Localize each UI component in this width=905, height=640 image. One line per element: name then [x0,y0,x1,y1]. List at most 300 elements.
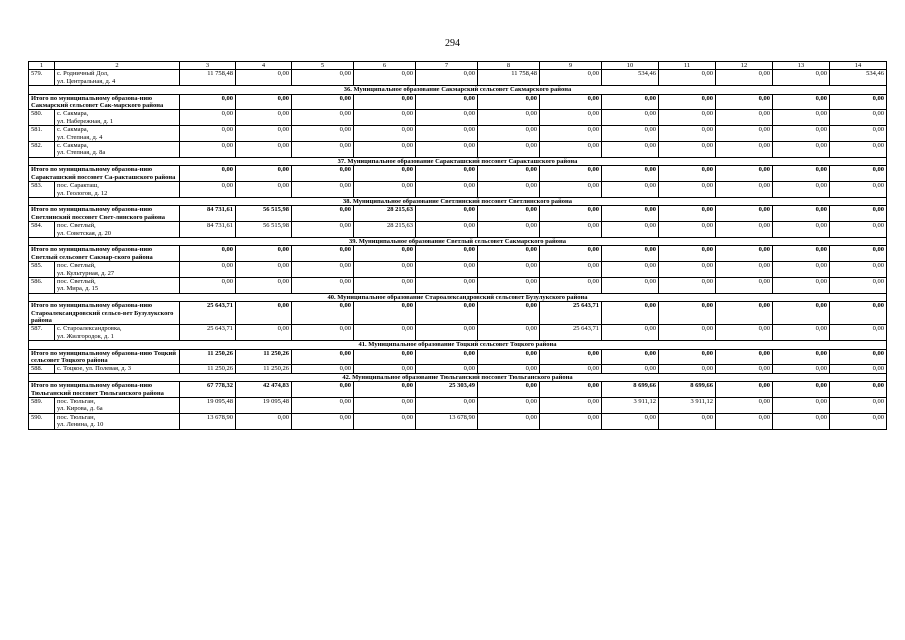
address-cell [55,222,180,238]
cell-value: 0,00 [830,325,887,341]
table-row [29,398,887,414]
cell-value: 0,00 [716,70,773,86]
total-value: 8 699,66 [602,382,659,398]
total-label: Итого по муниципальному образова-нию Тюльганский поссовет Тюльганского района [29,382,180,398]
row-number: 582. [29,142,55,158]
cell-value: 0,00 [540,398,602,414]
cell-value: 0,00 [292,70,354,86]
total-value: 0,00 [773,166,830,182]
total-value: 84 731,61 [180,206,236,222]
section-header-row [29,86,887,94]
address-line: пос. Саракташ, [57,182,99,190]
cell-value: 0,00 [354,365,416,373]
cell-value: 0,00 [478,222,540,238]
cell-value: 0,00 [716,142,773,158]
cell-value: 0,00 [292,126,354,142]
cell-value: 3 911,12 [659,398,716,414]
cell-value: 0,00 [416,398,478,414]
total-row [29,166,887,182]
total-value: 0,00 [830,166,887,182]
table-row [29,277,887,293]
cell-value: 0,00 [354,325,416,341]
cell-value: 0,00 [716,262,773,278]
address-line: пос. Светлый, [57,222,96,230]
cell-value: 0,00 [830,413,887,429]
cell-value: 0,00 [830,365,887,373]
cell-value: 0,00 [354,110,416,126]
cell-value: 0,00 [773,277,830,293]
total-value: 0,00 [773,382,830,398]
cell-value: 0,00 [354,398,416,414]
cell-value: 0,00 [180,182,236,198]
column-header: 14 [830,62,887,70]
cell-value: 0,00 [716,126,773,142]
total-value: 28 215,63 [354,206,416,222]
address-line: с. Сакмара, [57,142,89,150]
cell-value: 0,00 [602,110,659,126]
address-line: ул. Набережная, д. 1 [57,117,114,125]
cell-value: 0,00 [292,398,354,414]
total-value: 0,00 [292,349,354,365]
address-line: ул. Мира, д. 15 [57,285,99,293]
section-title: 42. Муниципальное образование Тюльганский поссовет Тюльганского района [29,373,887,381]
section-header-row [29,237,887,245]
row-number: 580. [29,110,55,126]
cell-value: 0,00 [292,110,354,126]
total-value: 0,00 [292,302,354,325]
total-value: 0,00 [292,246,354,262]
address-line: ул. Центральная, д. 4 [57,77,116,85]
total-value: 0,00 [354,349,416,365]
cell-value: 0,00 [830,126,887,142]
table-row [29,325,887,341]
cell-value: 0,00 [416,222,478,238]
total-value: 0,00 [716,206,773,222]
section-header-row [29,293,887,301]
total-value: 0,00 [540,206,602,222]
cell-value: 0,00 [478,142,540,158]
address-line: ул. Культурная, д. 27 [57,269,115,277]
cell-value: 0,00 [716,110,773,126]
section-title: 39. Муниципальное образование Светлый сельсовет Сакмарского района [29,237,887,245]
cell-value: 0,00 [659,126,716,142]
address-cell [55,325,180,341]
total-value: 0,00 [830,206,887,222]
total-value: 0,00 [716,166,773,182]
address-cell [55,413,180,429]
total-value: 0,00 [236,94,292,110]
address-line: ул. Ленина, д. 10 [57,421,104,429]
cell-value: 0,00 [540,142,602,158]
row-number: 589. [29,398,55,414]
address-line: с. Сакмара, [57,126,89,134]
cell-value: 0,00 [416,277,478,293]
total-value: 0,00 [416,206,478,222]
row-number: 585. [29,262,55,278]
address-line: ул. Степная, д. 4 [57,133,103,141]
total-value: 67 778,32 [180,382,236,398]
cell-value: 25 643,71 [180,325,236,341]
cell-value: 0,00 [416,70,478,86]
section-title: 40. Муниципальное образование Староалександровский сельсовет Бузулукского района [29,293,887,301]
cell-value: 0,00 [602,325,659,341]
cell-value: 0,00 [180,142,236,158]
cell-value: 0,00 [478,413,540,429]
cell-value: 0,00 [180,110,236,126]
total-value: 0,00 [602,206,659,222]
total-label: Итого по муниципальному образова-нию Светлинский поссовет Свет-линского района [29,206,180,222]
cell-value: 0,00 [354,182,416,198]
cell-value: 0,00 [292,182,354,198]
cell-value: 0,00 [716,277,773,293]
cell-value: 25 643,71 [540,325,602,341]
address-cell [55,262,180,278]
cell-value: 0,00 [416,262,478,278]
total-value: 0,00 [773,246,830,262]
cell-value: 0,00 [478,262,540,278]
cell-value: 19 095,48 [180,398,236,414]
address-cell [55,126,180,142]
cell-value: 0,00 [773,398,830,414]
total-value: 0,00 [659,206,716,222]
cell-value: 0,00 [354,262,416,278]
total-value: 0,00 [716,382,773,398]
cell-value: 13 678,90 [416,413,478,429]
cell-value: 0,00 [354,277,416,293]
table-row [29,222,887,238]
total-row [29,206,887,222]
total-label: Итого по муниципальному образова-нию Сакмарский сельсовет Сак-марского района [29,94,180,110]
cell-value: 0,00 [830,398,887,414]
cell-value: 0,00 [292,325,354,341]
table-body [29,62,887,430]
cell-value: 0,00 [540,222,602,238]
cell-value: 0,00 [830,142,887,158]
cell-value: 0,00 [602,365,659,373]
total-value: 0,00 [478,382,540,398]
total-value: 0,00 [292,166,354,182]
total-value: 0,00 [716,246,773,262]
address-line: с. Староалександровка, [57,325,122,333]
cell-value: 0,00 [659,262,716,278]
cell-value: 11 758,48 [180,70,236,86]
table-row [29,413,887,429]
cell-value: 0,00 [659,413,716,429]
column-header: 1 [29,62,55,70]
cell-value: 0,00 [602,413,659,429]
cell-value: 84 731,61 [180,222,236,238]
total-value: 8 699,66 [659,382,716,398]
row-number: 579. [29,70,55,86]
row-number: 586. [29,277,55,293]
cell-value: 0,00 [773,325,830,341]
cell-value: 0,00 [659,110,716,126]
total-value: 0,00 [292,94,354,110]
cell-value: 0,00 [354,142,416,158]
total-value: 0,00 [236,166,292,182]
address-line: ул. Жилгородок, д. 1 [57,332,114,340]
column-header: 7 [416,62,478,70]
total-value: 0,00 [602,246,659,262]
cell-value: 0,00 [478,126,540,142]
total-value: 25 303,49 [416,382,478,398]
cell-value: 11 250,26 [180,365,236,373]
column-header: 12 [716,62,773,70]
cell-value: 0,00 [478,182,540,198]
total-value: 0,00 [478,166,540,182]
total-value: 0,00 [354,382,416,398]
cell-value: 0,00 [773,222,830,238]
total-value: 0,00 [478,206,540,222]
total-value: 0,00 [540,246,602,262]
cell-value: 0,00 [659,70,716,86]
column-header: 3 [180,62,236,70]
total-value: 0,00 [354,166,416,182]
cell-value: 0,00 [354,126,416,142]
column-header: 9 [540,62,602,70]
cell-value: 0,00 [602,126,659,142]
table-row [29,142,887,158]
cell-value: 534,46 [602,70,659,86]
cell-value: 0,00 [540,110,602,126]
address-cell [55,142,180,158]
address-line: с. Родничный Дол, [57,70,109,78]
total-value: 0,00 [716,94,773,110]
cell-value: 0,00 [292,413,354,429]
total-value: 0,00 [180,166,236,182]
cell-value: 0,00 [236,126,292,142]
total-row [29,94,887,110]
total-value: 0,00 [292,206,354,222]
total-value: 0,00 [416,246,478,262]
total-value: 0,00 [830,302,887,325]
cell-value: 11 250,26 [236,365,292,373]
total-value: 0,00 [602,166,659,182]
cell-value: 0,00 [830,262,887,278]
total-value: 0,00 [478,246,540,262]
cell-value: 0,00 [416,365,478,373]
total-value: 0,00 [478,302,540,325]
total-value: 0,00 [830,94,887,110]
cell-value: 0,00 [773,413,830,429]
cell-value: 0,00 [292,222,354,238]
table-row [29,110,887,126]
cell-value: 0,00 [659,325,716,341]
row-number: 581. [29,126,55,142]
table-row [29,182,887,198]
cell-value: 0,00 [236,325,292,341]
cell-value: 0,00 [659,142,716,158]
total-row [29,382,887,398]
cell-value: 0,00 [540,413,602,429]
cell-value: 28 215,63 [354,222,416,238]
cell-value: 0,00 [236,110,292,126]
cell-value: 0,00 [416,142,478,158]
table-row [29,70,887,86]
total-value: 56 515,98 [236,206,292,222]
total-value: 25 643,71 [180,302,236,325]
cell-value: 0,00 [773,126,830,142]
total-value: 0,00 [659,246,716,262]
total-value: 0,00 [416,349,478,365]
column-header: 10 [602,62,659,70]
row-number: 587. [29,325,55,341]
cell-value: 0,00 [416,126,478,142]
cell-value: 0,00 [236,142,292,158]
total-value: 0,00 [180,246,236,262]
cell-value: 534,46 [830,70,887,86]
address-line: пос. Тюльган, [57,398,96,406]
total-value: 0,00 [540,349,602,365]
cell-value: 19 095,48 [236,398,292,414]
cell-value: 0,00 [540,70,602,86]
total-value: 0,00 [354,94,416,110]
total-value: 0,00 [478,94,540,110]
total-value: 0,00 [416,166,478,182]
total-value: 0,00 [354,246,416,262]
address-line: ул. Геологов, д. 12 [57,189,108,197]
total-value: 0,00 [830,382,887,398]
cell-value: 0,00 [602,262,659,278]
column-header: 13 [773,62,830,70]
cell-value: 0,00 [830,110,887,126]
total-value: 0,00 [773,302,830,325]
total-value: 0,00 [773,349,830,365]
total-value: 0,00 [659,302,716,325]
total-value: 11 250,26 [236,349,292,365]
section-title: 38. Муниципальное образование Светлинский поссовет Светлинского района [29,197,887,205]
total-value: 0,00 [540,166,602,182]
cell-value: 0,00 [180,126,236,142]
total-value: 11 250,26 [180,349,236,365]
row-number: 590. [29,413,55,429]
table-row [29,365,887,373]
cell-value: 0,00 [830,222,887,238]
cell-value: 11 758,48 [478,70,540,86]
section-header-row [29,373,887,381]
cell-value: 0,00 [292,262,354,278]
address-cell [55,70,180,86]
address-line: пос. Тюльган, [57,413,96,421]
address-line: пос. Светлый, [57,277,96,285]
section-title: 41. Муниципальное образование Тоцкий сельсовет Тоцкого района [29,341,887,349]
cell-value: 0,00 [180,277,236,293]
total-row [29,302,887,325]
cell-value: 0,00 [602,182,659,198]
table-row [29,262,887,278]
cell-value: 0,00 [354,70,416,86]
total-value: 0,00 [180,94,236,110]
total-value: 0,00 [236,302,292,325]
section-header-row [29,197,887,205]
cell-value: 0,00 [478,398,540,414]
cell-value: 0,00 [478,325,540,341]
cell-value: 0,00 [716,182,773,198]
total-value: 0,00 [416,94,478,110]
cell-value: 0,00 [416,182,478,198]
total-label: Итого по муниципальному образова-нию Староалександровский сельсо-вет Бузулукского района [29,302,180,325]
row-number: 583. [29,182,55,198]
total-label: Итого по муниципальному образова-нию Тоцкий сельсовет Тоцкого района [29,349,180,365]
cell-value: 0,00 [354,413,416,429]
cell-value: 13 678,90 [180,413,236,429]
total-value: 0,00 [478,349,540,365]
column-header: 11 [659,62,716,70]
cell-value: 0,00 [773,182,830,198]
cell-value: 0,00 [416,110,478,126]
address-line: пос. Светлый, [57,262,96,270]
total-row [29,246,887,262]
address-cell [55,182,180,198]
cell-value: 0,00 [236,277,292,293]
cell-value: 0,00 [236,413,292,429]
total-value: 0,00 [659,94,716,110]
cell-value: 0,00 [773,142,830,158]
address-line: ул. Кирова, д. 6а [57,405,103,413]
cell-value: 0,00 [416,325,478,341]
cell-value: 0,00 [540,182,602,198]
total-row [29,349,887,365]
cell-value: 0,00 [602,142,659,158]
total-value: 0,00 [540,94,602,110]
cell-value: 0,00 [236,262,292,278]
cell-value: 0,00 [478,277,540,293]
cell-value: 0,00 [773,365,830,373]
column-header: 8 [478,62,540,70]
cell-value: 0,00 [292,277,354,293]
cell-value: 0,00 [236,70,292,86]
table-row [29,126,887,142]
total-value: 42 474,83 [236,382,292,398]
total-value: 0,00 [354,302,416,325]
cell-value: 0,00 [659,182,716,198]
column-header: 4 [236,62,292,70]
address-line: с. Сакмара, [57,110,89,118]
cell-value: 0,00 [478,110,540,126]
total-value: 0,00 [659,349,716,365]
total-value: 0,00 [716,349,773,365]
cell-value: 0,00 [830,277,887,293]
column-header-row [29,62,887,70]
column-header: 6 [354,62,416,70]
cell-value: 0,00 [602,277,659,293]
total-value: 0,00 [540,382,602,398]
section-title: 36. Муниципальное образование Сакмарский сельсовет Сакмарского района [29,86,887,94]
cell-value: 0,00 [716,413,773,429]
total-value: 0,00 [602,302,659,325]
cell-value: 56 515,98 [236,222,292,238]
address-line: ул. Советская, д. 20 [57,229,112,237]
address-cell [55,365,180,373]
cell-value: 0,00 [540,126,602,142]
total-label: Итого по муниципальному образова-нию Светлый сельсовет Сакмар-ского района [29,246,180,262]
cell-value: 0,00 [540,277,602,293]
column-header: 2 [55,62,180,70]
total-label: Итого по муниципальному образова-нию Саракташский поссовет Са-ракташского района [29,166,180,182]
cell-value: 0,00 [773,70,830,86]
cell-value: 0,00 [659,365,716,373]
total-value: 0,00 [602,94,659,110]
address-line: ул. Степная, д. 8а [57,149,106,157]
section-header-row [29,157,887,165]
data-table [28,61,887,430]
cell-value: 0,00 [540,365,602,373]
total-value: 25 643,71 [540,302,602,325]
total-value: 0,00 [416,302,478,325]
cell-value: 0,00 [292,365,354,373]
total-value: 0,00 [292,382,354,398]
address-line: с. Тоцкое, ул. Полевая, д. 3 [57,365,131,373]
